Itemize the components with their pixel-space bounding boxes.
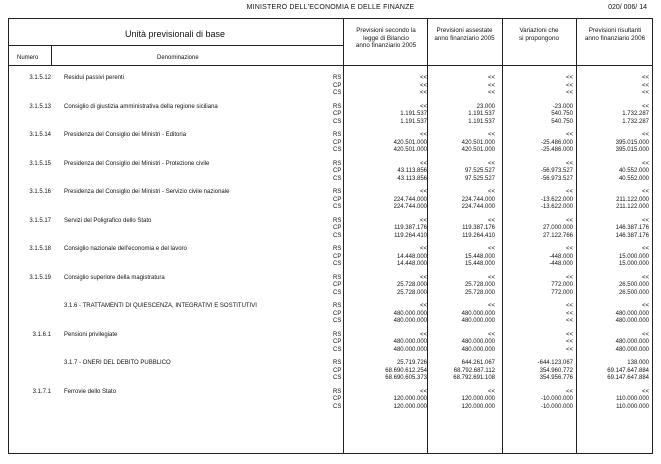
cell-value: 26.500.000 <box>618 282 649 288</box>
cell-value: << <box>487 246 495 252</box>
col-header-line: Previsioni assestate <box>436 27 493 34</box>
cell-value: 15.000.000 <box>618 253 649 260</box>
cell-value: 97.525.527 <box>464 168 495 174</box>
row-type-code: RS <box>333 360 342 366</box>
page-code: 020/ 006/ 14 <box>608 4 647 11</box>
cell-value: << <box>419 331 427 338</box>
cell-value: << <box>419 90 427 96</box>
cell-value: << <box>487 217 495 224</box>
cell-value: << <box>565 388 573 395</box>
cell-value: 480.000.000 <box>393 318 427 324</box>
row-type-code: RS <box>333 217 342 224</box>
col-header-line: si propongono <box>519 34 559 42</box>
cell-value: 119.387.176 <box>462 225 495 231</box>
cell-value: 772.000 <box>551 282 573 288</box>
cell-value: 15.448.000 <box>464 253 495 260</box>
row-type-code: RS <box>333 331 342 338</box>
cell-value: 25.728.000 <box>396 282 427 288</box>
cell-value: << <box>565 160 573 167</box>
cell-value: 68.792.691.108 <box>453 375 495 381</box>
row-type-code: CP <box>333 339 342 345</box>
col-header-assestate <box>427 27 502 42</box>
table-row <box>9 332 654 359</box>
col-header-line: Variazioni che <box>519 27 559 34</box>
row-type-code: CS <box>333 175 342 182</box>
row-type-code: CP <box>333 367 342 374</box>
cell-value: 420.501.000 <box>393 139 427 146</box>
cell-value: 395.015.000 <box>615 139 649 146</box>
cell-value: << <box>565 90 573 96</box>
cell-value: << <box>641 303 649 309</box>
cell-value: -448.000 <box>549 261 573 267</box>
cell-value: << <box>419 189 427 195</box>
cell-value: << <box>487 82 495 89</box>
cell-value: 480.000.000 <box>615 310 649 317</box>
cell-value: 69.147.647.884 <box>607 375 649 381</box>
cell-value: << <box>419 160 427 167</box>
cell-value: << <box>565 132 573 138</box>
cell-value: 43.113.856 <box>397 168 427 174</box>
row-type-code: RS <box>333 388 342 395</box>
cell-value: << <box>641 331 649 338</box>
cell-value: << <box>641 75 649 81</box>
cell-value: 15.448.000 <box>464 261 495 267</box>
cell-value: 119.387.176 <box>394 225 427 231</box>
row-description: Pensioni privilegiate <box>64 331 118 338</box>
cell-value: 27.000.000 <box>542 225 573 231</box>
cell-value: << <box>565 274 573 281</box>
table-row <box>9 161 654 188</box>
cell-value: 1.191.537 <box>468 118 495 125</box>
table-row <box>9 275 654 302</box>
cell-value: 14.448.000 <box>396 253 427 260</box>
row-type-code: CP <box>333 82 342 89</box>
cell-value: << <box>641 388 649 395</box>
cell-value: << <box>487 388 495 395</box>
cell-value: 146.387.176 <box>615 225 649 231</box>
cell-value: 395.015.000 <box>615 147 649 153</box>
cell-value: << <box>487 331 495 338</box>
cell-value: << <box>641 189 649 195</box>
cell-value: 1.732.287 <box>622 111 649 117</box>
cell-value: 120.000.000 <box>461 396 495 402</box>
row-type-code: CS <box>333 204 342 210</box>
row-description: 3.1.6 - TRATTAMENTI DI QUIESCENZA, INTEGRATIVI E SOSTITUTIVI <box>64 303 257 309</box>
row-type-code: CS <box>333 147 342 153</box>
row-type-code: CP <box>333 310 342 317</box>
cell-value: << <box>565 339 573 345</box>
cell-value: 224.744.000 <box>461 204 495 210</box>
cell-value: 43.113.856 <box>397 175 427 182</box>
row-type-code: RS <box>333 246 342 252</box>
row-number: 3.1.5.17 <box>29 217 51 224</box>
cell-value: << <box>641 217 649 224</box>
cell-value: 120.000.000 <box>393 403 427 410</box>
cell-value: << <box>565 217 573 224</box>
table-row <box>9 132 654 159</box>
col-header-line: Previsioni secondo la <box>356 27 416 34</box>
cell-value: << <box>487 274 495 281</box>
row-type-code: CS <box>333 232 342 239</box>
row-description: Consiglio di giustizia amministrativa della regione siciliana <box>64 103 218 110</box>
cell-value: -13.622.000 <box>540 196 573 203</box>
cell-value: 26.500.000 <box>618 289 649 296</box>
cell-value: 644.261.067 <box>461 360 495 366</box>
cell-value: 480.000.000 <box>393 339 427 345</box>
cell-value: 480.000.000 <box>615 318 649 324</box>
cell-value: -56.973.527 <box>540 175 573 182</box>
row-type-code: RS <box>333 274 342 281</box>
row-type-code: CP <box>333 225 342 231</box>
row-description: 3.1.7 - ONERI DEL DEBITO PUBBLICO <box>64 360 171 366</box>
table-title: Unità previsionali di base <box>124 29 226 39</box>
cell-value: 25.728.000 <box>464 282 495 288</box>
row-type-code: CP <box>333 139 342 146</box>
cell-value: 480.000.000 <box>393 346 427 353</box>
cell-value: << <box>419 388 427 395</box>
cell-value: 25.728.000 <box>396 289 427 296</box>
cell-value: -25.486.000 <box>540 139 573 146</box>
cell-value: 354.960.772 <box>539 367 573 374</box>
row-description: Presidenza del Consiglio dei Ministri - Servizio civile nazionale <box>64 189 230 195</box>
row-type-code: CS <box>333 346 342 353</box>
cell-value: -448.000 <box>549 253 573 260</box>
cell-value: << <box>565 346 573 353</box>
cell-value: 69.147.647.884 <box>607 367 649 374</box>
table-row <box>9 246 654 273</box>
cell-value: << <box>419 75 427 81</box>
cell-value: 120.000.000 <box>461 403 495 410</box>
col-header-line: Previsioni risultanti <box>588 27 642 34</box>
cell-value: 480.000.000 <box>615 346 649 353</box>
cell-value: 224.744.000 <box>461 196 495 203</box>
cell-value: << <box>565 75 573 81</box>
row-number: 3.1.5.19 <box>29 274 51 281</box>
row-type-code: CP <box>333 196 342 203</box>
cell-value: 119.264.410 <box>462 232 495 239</box>
ministry-header: MINISTERO DELL'ECONOMIA E DELLE FINANZE <box>246 4 415 11</box>
cell-value: << <box>487 75 495 81</box>
row-number: 3.1.5.12 <box>29 75 51 81</box>
cell-value: 1.191.537 <box>400 111 427 117</box>
cell-value: << <box>641 90 649 96</box>
table-row <box>9 389 654 416</box>
row-type-code: CP <box>333 253 342 260</box>
cell-value: 14.448.000 <box>396 261 427 267</box>
cell-value: 354.956.776 <box>539 375 573 381</box>
row-number: 3.1.5.18 <box>29 246 51 252</box>
cell-value: << <box>419 132 427 138</box>
cell-value: 480.000.000 <box>461 310 495 317</box>
cell-value: 27.122.766 <box>542 232 573 239</box>
cell-value: 15.000.000 <box>618 261 649 267</box>
col-header-variazioni <box>502 27 576 42</box>
col-header-line: anno finanziario 2006 <box>584 34 646 42</box>
cell-value: << <box>565 331 573 338</box>
row-type-code: CP <box>333 396 342 402</box>
row-number: 3.1.5.15 <box>29 160 51 167</box>
cell-value: 420.501.000 <box>461 147 495 153</box>
cell-value: << <box>641 103 649 110</box>
budget-table <box>8 18 653 454</box>
col-header-risultanti <box>576 27 654 42</box>
cell-value: 23.000 <box>476 103 495 110</box>
cell-value: << <box>419 82 427 89</box>
divider-h <box>9 65 652 66</box>
cell-value: << <box>565 82 573 89</box>
cell-value: << <box>487 160 495 167</box>
cell-value: << <box>641 160 649 167</box>
cell-value: -10.000.000 <box>540 396 573 402</box>
cell-value: 211.122.000 <box>616 204 649 210</box>
cell-value: << <box>565 189 573 195</box>
cell-value: 110.000.000 <box>616 403 649 410</box>
denominazione-header: Denominazione <box>157 55 199 61</box>
cell-value: << <box>419 246 427 252</box>
cell-value: 120.000.000 <box>393 396 427 402</box>
row-description: Consiglio superiore della magistratura <box>64 274 165 281</box>
table-row <box>9 75 654 102</box>
cell-value: -644.123.067 <box>537 360 573 366</box>
cell-value: 772.000 <box>551 289 573 296</box>
cell-value: 480.000.000 <box>461 318 495 324</box>
cell-value: << <box>419 274 427 281</box>
row-description: Ferrovie dello Stato <box>64 388 117 395</box>
row-type-code: RS <box>333 75 342 81</box>
cell-value: 138.000 <box>627 360 649 366</box>
row-type-code: RS <box>333 189 342 195</box>
row-type-code: CP <box>333 111 342 117</box>
cell-value: 480.000.000 <box>461 339 495 345</box>
cell-value: 480.000.000 <box>393 310 427 317</box>
col-header-line: anno finanziario 2005 <box>434 34 495 42</box>
cell-value: 146.387.176 <box>615 232 649 239</box>
numero-header: Numero <box>17 55 39 61</box>
row-type-code: CS <box>333 289 342 296</box>
cell-value: -10.000.000 <box>540 403 573 410</box>
cell-value: << <box>419 103 427 110</box>
cell-value: 1.191.537 <box>400 118 427 125</box>
table-row <box>9 189 654 216</box>
table-row <box>9 104 654 131</box>
cell-value: 1.732.287 <box>622 118 649 125</box>
divider-v <box>51 45 52 65</box>
cell-value: 68.690.612.254 <box>385 367 427 374</box>
row-description: Presidenza del Consiglio dei Ministri - Editoria <box>64 132 187 138</box>
row-number: 3.1.5.16 <box>29 189 51 195</box>
cell-value: -56.973.527 <box>540 168 573 174</box>
cell-value: << <box>419 303 427 309</box>
divider-h <box>9 45 343 46</box>
cell-value: -13.622.000 <box>540 204 573 210</box>
cell-value: 480.000.000 <box>461 346 495 353</box>
cell-value: 68.792.687.112 <box>453 367 495 374</box>
table-row <box>9 360 654 387</box>
cell-value: 224.744.000 <box>393 196 427 203</box>
row-number: 3.1.6.1 <box>32 331 51 338</box>
row-description: Residui passivi perenti <box>64 75 125 81</box>
cell-value: << <box>487 303 495 309</box>
row-type-code: RS <box>333 160 342 167</box>
table-row <box>9 218 654 245</box>
row-type-code: CP <box>333 168 342 174</box>
cell-value: 97.525.527 <box>464 175 495 182</box>
cell-value: << <box>641 274 649 281</box>
row-type-code: CS <box>333 118 342 125</box>
cell-value: << <box>487 132 495 138</box>
cell-value: 420.501.000 <box>393 147 427 153</box>
cell-value: 1.191.537 <box>468 111 495 117</box>
row-type-code: CS <box>333 375 342 381</box>
cell-value: << <box>641 246 649 252</box>
cell-value: 119.264.410 <box>394 232 427 239</box>
cell-value: 40.552.000 <box>618 175 649 182</box>
cell-value: << <box>565 310 573 317</box>
row-type-code: RS <box>333 303 342 309</box>
row-type-code: RS <box>333 132 342 138</box>
table-row <box>9 303 654 330</box>
cell-value: 480.000.000 <box>615 339 649 345</box>
row-number: 3.1.7.1 <box>32 388 51 395</box>
row-description: Consiglio nazionale dell'economia e del lavoro <box>64 246 187 252</box>
col-header-line: anno finanziario 2005 <box>355 42 417 49</box>
cell-value: 224.744.000 <box>393 204 427 210</box>
cell-value: << <box>641 82 649 89</box>
row-number: 3.1.5.14 <box>29 132 51 138</box>
cell-value: << <box>565 318 573 324</box>
cell-value: 540.750 <box>551 118 573 125</box>
cell-value: -23.000 <box>552 103 573 110</box>
cell-value: 40.552.000 <box>618 168 649 174</box>
row-type-code: CS <box>333 318 342 324</box>
row-type-code: CS <box>333 403 342 410</box>
col-header-legge <box>345 27 427 50</box>
cell-value: -25.486.000 <box>540 147 573 153</box>
row-type-code: CS <box>333 261 342 267</box>
row-type-code: CP <box>333 282 342 288</box>
cell-value: << <box>641 132 649 138</box>
cell-value: 68.690.605.373 <box>385 375 427 381</box>
cell-value: 540.750 <box>551 111 573 117</box>
row-number: 3.1.5.13 <box>29 103 51 110</box>
row-type-code: CS <box>333 90 342 96</box>
cell-value: 25.719.726 <box>396 360 427 366</box>
cell-value: << <box>419 217 427 224</box>
cell-value: << <box>565 246 573 252</box>
row-description: Presidenza del Consiglio dei Ministri - Protezione civile <box>64 160 210 167</box>
cell-value: << <box>487 90 495 96</box>
cell-value: 25.728.000 <box>464 289 495 296</box>
cell-value: 420.501.000 <box>461 139 495 146</box>
col-header-line: legge di Bilancio <box>363 34 409 42</box>
row-type-code: RS <box>333 103 342 110</box>
row-description: Servizi del Poligrafico dello Stato <box>64 217 152 224</box>
cell-value: 211.122.000 <box>616 196 649 203</box>
cell-value: 110.000.000 <box>616 396 649 402</box>
cell-value: << <box>487 189 495 195</box>
cell-value: << <box>565 303 573 309</box>
